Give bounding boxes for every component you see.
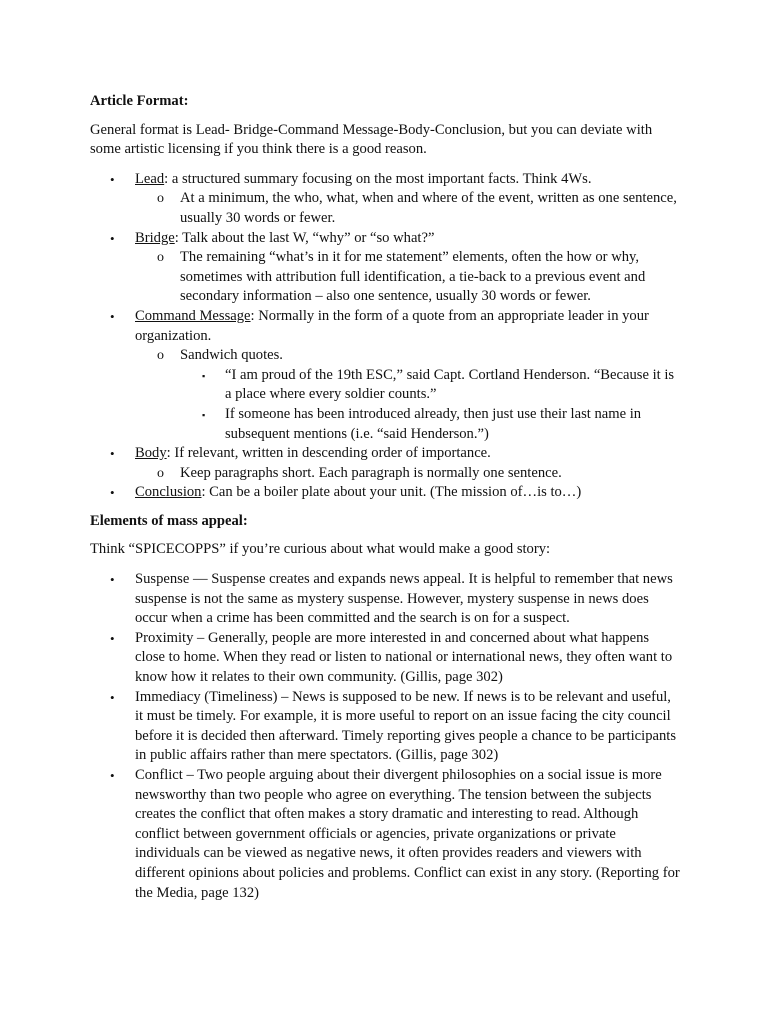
bullet-marker: • <box>110 308 115 324</box>
body-sub-text: Keep paragraphs short. Each paragraph is normally one sentence. <box>180 464 562 481</box>
body-text: : If relevant, written in descending order of importance. <box>166 445 491 462</box>
immediacy-text: Immediacy (Timeliness) – News is supposed to be new. If news is to be relevant and useful, it must be timely. For example, it is more useful to report on an issue facing the city council before it is decided then afterward. Timely reporting gives people a chance to be participants in public affairs rather than mere spectators. (Gillis, page 302) <box>135 688 677 764</box>
lead-sub-text: At a minimum, the who, what, when and where of the event, written as one sentence, usually 30 words or fewer. <box>180 190 677 226</box>
list-item-command-sub <box>90 346 682 366</box>
list-item-immediacy <box>90 688 682 766</box>
bullet-marker: • <box>110 572 115 588</box>
list-item-bridge-sub <box>90 248 682 307</box>
mass-appeal-intro: Think “SPICECOPPS” if you’re curious about what would make a good story: <box>90 541 551 558</box>
proximity-text: Proximity – Generally, people are more interested in and concerned about what happens close to home. When they read or listen to national or international news, they often want to know how it relates to their own community. (Gillis, page 302) <box>135 629 673 686</box>
lead-text: : a structured summary focusing on the most important facts. Think 4Ws. <box>164 170 592 187</box>
conflict-text: Conflict – Two people arguing about their divergent philosophies on a social issue is more newsworthy than two people who agree on everything. The tension between the subjects creates the conflict that often makes a story dramatic and interesting to read. Although conflict between government officials or agencies, private organizations or private individuals can be viewed as negative news, it often provides readers and viewers with different opinions about policies and problems. Conflict can exist in any story. (Reporting for the Media, page 132) <box>135 767 680 901</box>
quote-example-text: “I am proud of the 19th ESC,” said Capt. Cortland Henderson. “Because it is a place where every soldier counts.” <box>225 366 675 403</box>
conclusion-text: : Can be a boiler plate about your unit. (The mission of…is to…) <box>201 484 582 501</box>
body-term: Body <box>135 445 167 462</box>
article-format-intro: General format is Lead- Bridge-Command Message-Body-Conclusion, but you can deviate with some artistic licensing if you think there is a good reason. <box>90 121 653 158</box>
bullet-marker: • <box>110 689 115 705</box>
command-text: : Normally in the form of a quote from an appropriate leader in your organization. <box>135 307 649 344</box>
quote-rule-text: If someone has been introduced already, then just use their last name in subsequent mentions (i.e. “said Henderson.”) <box>225 405 642 442</box>
article-format-list <box>90 170 682 503</box>
command-sub-text: Sandwich quotes. <box>180 347 283 364</box>
bridge-text: : Talk about the last W, “why” or “so what?” <box>174 229 435 246</box>
list-item-quote-rule <box>90 405 682 444</box>
list-item-lead <box>90 170 682 190</box>
square-marker: ▪ <box>202 370 206 381</box>
mass-appeal-heading: Elements of mass appeal: <box>90 512 248 529</box>
suspense-text: Suspense — Suspense creates and expands news appeal. It is helpful to remember that news suspense is not the same as mystery suspense. However, mystery suspense in news does occur when a crime has been committed and the search is on for a suspect. <box>135 571 673 627</box>
document-page <box>90 92 682 903</box>
list-item-suspense <box>90 570 682 629</box>
mass-appeal-list <box>90 570 682 903</box>
bullet-marker: • <box>110 630 115 646</box>
bullet-marker: • <box>110 230 115 246</box>
circle-marker: o <box>157 250 164 266</box>
bridge-sub-text: The remaining “what’s in it for me statement” elements, often the how or why, sometimes with attribution full identification, a tie-back to a previous event and secondary information – also one sentence, usually 30 words or fewer. <box>180 249 646 305</box>
list-item-body-sub <box>90 464 682 484</box>
conclusion-term: Conclusion <box>135 484 202 501</box>
bridge-term: Bridge <box>135 229 175 246</box>
list-item-lead-sub <box>90 189 682 228</box>
list-item-conclusion <box>90 483 682 503</box>
bullet-marker: • <box>110 446 115 462</box>
list-item-proximity <box>90 629 682 688</box>
article-format-heading: Article Format: <box>90 93 189 109</box>
list-item-command-message <box>90 307 682 346</box>
circle-marker: o <box>157 191 164 207</box>
circle-marker: o <box>157 465 164 481</box>
lead-term: Lead <box>135 170 165 187</box>
list-item-conflict <box>90 766 682 903</box>
square-marker: ▪ <box>202 409 206 420</box>
list-item-body <box>90 444 682 464</box>
bullet-marker: • <box>110 171 115 187</box>
command-term: Command Message <box>135 307 251 324</box>
list-item-bridge <box>90 229 682 249</box>
list-item-quote-example <box>90 366 682 405</box>
circle-marker: o <box>157 348 164 364</box>
bullet-marker: • <box>110 485 115 501</box>
bullet-marker: • <box>110 768 115 783</box>
